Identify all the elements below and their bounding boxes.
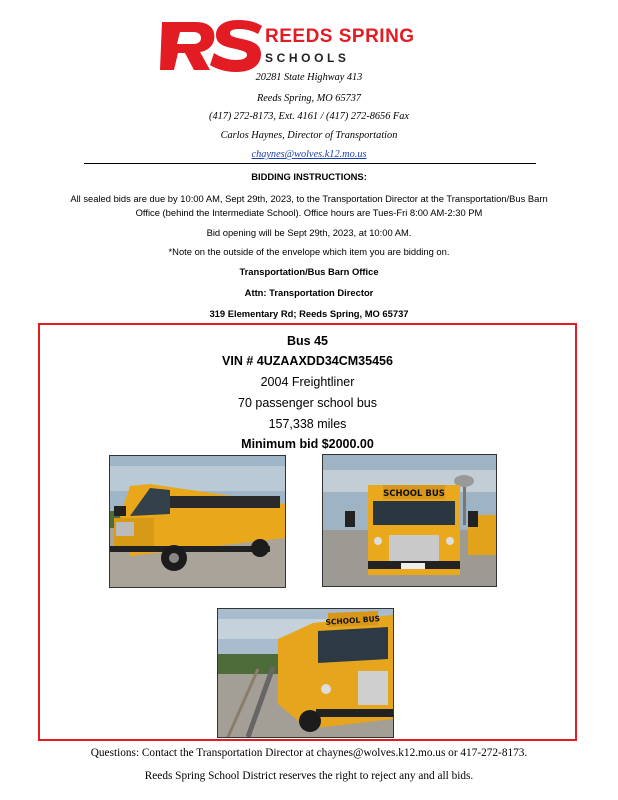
- instructions-line1: All sealed bids are due by 10:00 AM, Sept 29th, 2023, to the Transportation Director at the Transportation/Bus Barn: [70, 193, 548, 204]
- bus-minimum-bid: Minimum bid $2000.00: [241, 437, 374, 451]
- questions-footer: Questions: Contact the Transportation Director at chaynes@wolves.k12.mo.us or 417-272-8173.: [90, 747, 528, 759]
- mailing-address: 319 Elementary Rd; Reeds Spring, MO 65737: [209, 308, 409, 319]
- instructions-line2: Office (behind the Intermediate School). Office hours are Tues-Fri 8:00 AM-2:30 PM: [135, 207, 483, 218]
- logo-subtitle: SCHOOLS: [265, 51, 350, 65]
- bus-capacity: 70 passenger school bus: [238, 396, 377, 410]
- front-bus-sign: SCHOOL BUS: [383, 489, 445, 499]
- divider-line: [84, 163, 536, 164]
- address-contact: Carlos Haynes, Director of Transportation: [220, 130, 398, 141]
- office-name: Transportation/Bus Barn Office: [239, 266, 379, 277]
- bus-front-photo: [322, 454, 497, 587]
- address-street: 20281 State Highway 413: [255, 72, 363, 83]
- bus-side-photo: [109, 455, 286, 588]
- angle-bus-sign: SCHOOL BUS: [325, 614, 381, 627]
- bus-mileage: 157,338 miles: [268, 417, 347, 431]
- email-link[interactable]: chaynes@wolves.k12.mo.us: [251, 149, 367, 160]
- bid-opening-text: Bid opening will be Sept 29th, 2023, at 10:00 AM.: [206, 227, 412, 238]
- address-phone: (417) 272-8173, Ext. 4161 / (417) 272-8656 Fax: [209, 111, 409, 122]
- bus-title: Bus 45: [287, 334, 328, 348]
- bus-angle-photo: [217, 608, 394, 738]
- address-email-row: [0, 148, 618, 161]
- logo-name: REEDS SPRING: [265, 26, 415, 47]
- bus-vin: VIN # 4UZAAXDD34CM35456: [222, 354, 393, 368]
- rs-monogram-logo: [158, 14, 268, 72]
- bus-model: 2004 Freightliner: [260, 375, 355, 389]
- attention-line: Attn: Transportation Director: [244, 287, 374, 298]
- envelope-note: *Note on the outside of the envelope which item you are bidding on.: [168, 246, 450, 257]
- disclaimer-footer: Reeds Spring School District reserves the right to reject any and all bids.: [144, 770, 474, 782]
- instructions-heading: BIDDING INSTRUCTIONS:: [251, 171, 367, 182]
- address-city: Reeds Spring, MO 65737: [256, 93, 362, 104]
- school-logo: [158, 14, 458, 72]
